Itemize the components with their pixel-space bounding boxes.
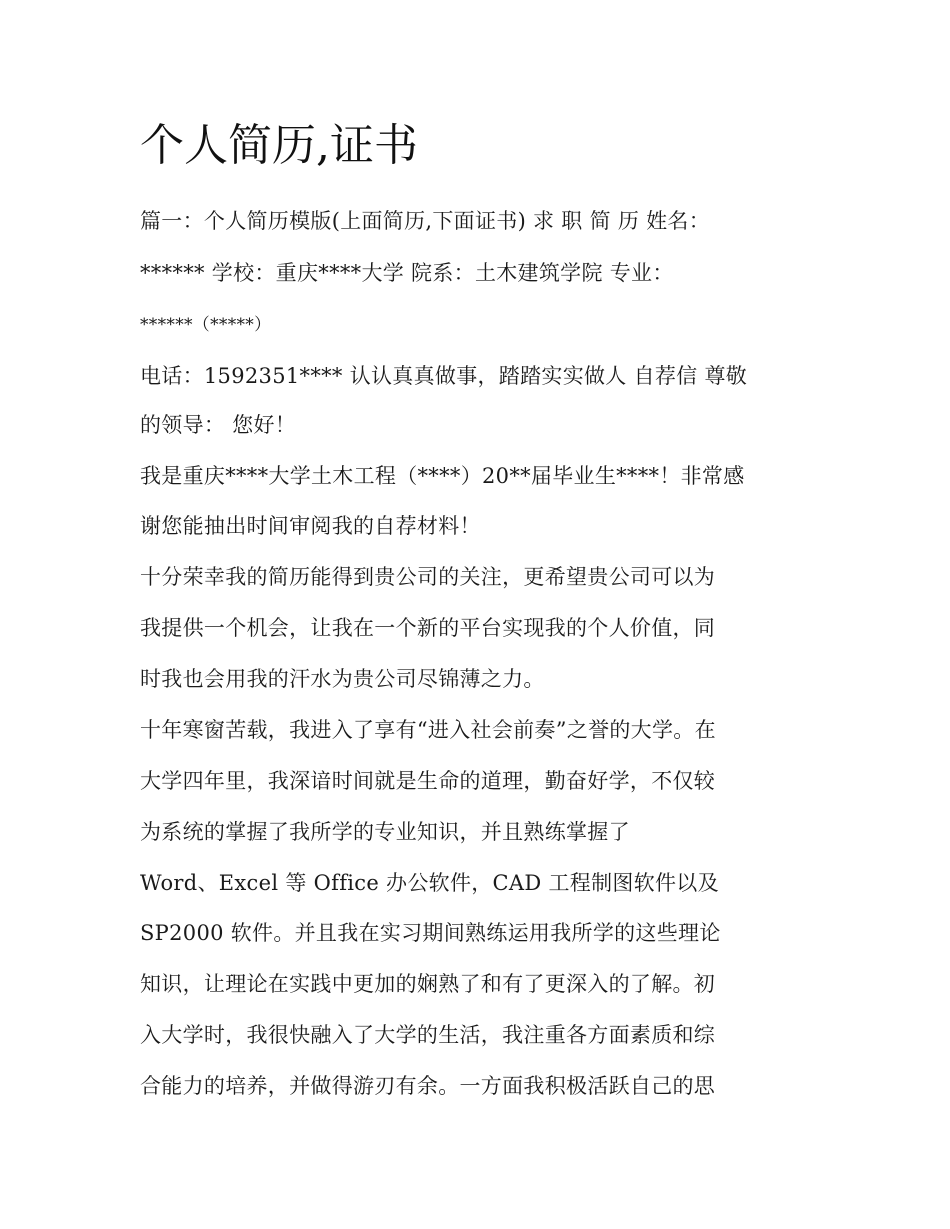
- body-line: SP2000 软件。并且我在实习期间熟练运用我所学的这些理论: [140, 921, 721, 945]
- body-line: 十年寒窗苦载，我进入了享有“进入社会前奏”之誉的大学。在: [140, 718, 716, 742]
- body-line: ******（*****）: [140, 315, 272, 335]
- body-line: 为系统的掌握了我所学的专业知识，并且熟练掌握了: [140, 820, 630, 844]
- body-line: 十分荣幸我的简历能得到贵公司的关注，更希望贵公司可以为: [140, 565, 716, 589]
- body-line: ****** 学校：重庆****大学 院系：土木建筑学院 专业：: [140, 261, 674, 285]
- body-line: 知识，让理论在实践中更加的娴熟了和有了更深入的了解。初: [140, 972, 716, 996]
- body-line: 谢您能抽出时间审阅我的自荐材料！: [140, 514, 481, 538]
- body-line: 入大学时，我很快融入了大学的生活，我注重各方面素质和综: [140, 1023, 716, 1047]
- body-line: Word、Excel 等 Office 办公软件，CAD 工程制图软件以及: [140, 871, 719, 895]
- body-line: 大学四年里，我深谙时间就是生命的道理，勤奋好学，不仅较: [140, 769, 716, 793]
- body-line: 的领导： 您好！: [140, 413, 297, 437]
- body-line: 合能力的培养，并做得游刃有余。一方面我积极活跃自己的思: [140, 1074, 716, 1098]
- body-line: 时我也会用我的汗水为贵公司尽锦薄之力。: [140, 667, 545, 691]
- body-line: 篇一：个人简历模版(上面简历,下面证书) 求 职 简 历 姓名：: [140, 209, 711, 233]
- body-line: 电话：1592351**** 认认真真做事，踏踏实实做人 自荐信 尊敬: [140, 364, 748, 388]
- body-line: 我提供一个机会，让我在一个新的平台实现我的个人价值，同: [140, 616, 716, 640]
- body-line: 我是重庆****大学土木工程（****）20**届毕业生****！非常感: [140, 464, 745, 488]
- document-title: 个人简历,证书: [140, 120, 418, 171]
